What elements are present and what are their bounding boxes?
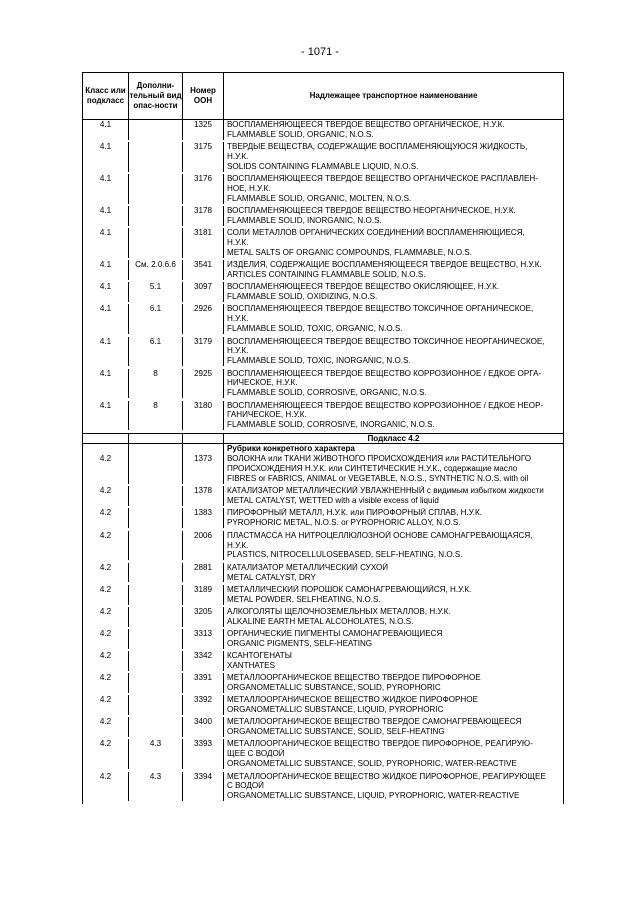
- table-row: [83, 695, 563, 717]
- class-cell: 4.1: [83, 142, 129, 172]
- shipping-name-line: КАТАЛИЗАТОР МЕТАЛЛИЧЕСКИЙ УВЛАЖНЕННЫЙ с видимым избытком жидкости: [227, 486, 544, 496]
- shipping-name-line: ГАНИЧЕСКОЕ, Н.У.К.: [227, 410, 307, 420]
- shipping-name-line: ЩЕЕ С ВОДОЙ: [227, 749, 285, 759]
- class-cell: 4.1: [83, 260, 129, 280]
- subsidiary-hazard-cell: [129, 651, 183, 671]
- shipping-name-line: FLAMMABLE SOLID, CORROSIVE, ORGANIC, N.O.S.: [227, 388, 427, 398]
- shipping-name-line: FLAMMABLE SOLID, ORGANIC, N.O.S.: [227, 129, 374, 139]
- shipping-name-cell: [224, 282, 563, 302]
- table-row: [83, 607, 563, 629]
- shipping-name-line: METAL POWDER, SELFHEATING, N.O.S.: [227, 594, 381, 604]
- class-cell: 4.2: [83, 772, 129, 802]
- class-cell: 4.2: [83, 454, 129, 484]
- table-row: [83, 739, 563, 771]
- shipping-name-line: ARTICLES CONTAINING FLAMMABLE SOLID, N.O.S.: [227, 270, 426, 280]
- shipping-name-cell: [224, 486, 563, 506]
- subsidiary-hazard-cell: [129, 563, 183, 583]
- shipping-name-cell: [224, 401, 563, 431]
- shipping-name-line: ВОСПЛАМЕНЯЮЩЕЕСЯ ТВЕРДОЕ ВЕЩЕСТВО ТОКСИЧНОЕ НЕОРГАНИЧЕСКОЕ,: [227, 336, 545, 346]
- shipping-name-cell: [224, 337, 563, 367]
- class-cell: 4.1: [83, 282, 129, 302]
- un-number-cell: 3400: [183, 717, 224, 737]
- table-row: [83, 454, 563, 486]
- shipping-name-cell: [224, 369, 563, 399]
- shipping-name-line: Н.У.К.: [227, 152, 249, 162]
- header-shipping-name: Надлежащее транспортное наименование: [309, 91, 478, 100]
- shipping-name-line: FLAMMABLE SOLID, TOXIC, INORGANIC, N.O.S.: [227, 356, 411, 366]
- shipping-name-line: МЕТАЛЛООРГАНИЧЕСКОЕ ВЕЩЕСТВО ЖИДКОЕ ПИРОФОРНОЕ, РЕАГИРУЮЩЕЕ: [227, 771, 546, 781]
- shipping-name-line: ORGANOMETALLIC SUBSTANCE, LIQUID, PYROPHORIC: [227, 705, 444, 715]
- table-row: [83, 673, 563, 695]
- table-row: [83, 508, 563, 530]
- shipping-name-line: С ВОДОЙ: [227, 781, 264, 791]
- header-subsidiary-hazard: Дополни-тельный вид опас-ности: [129, 73, 183, 119]
- class-cell: 4.2: [83, 651, 129, 671]
- shipping-name-line: ORGANOMETALLIC SUBSTANCE, LIQUID, PYROPHORIC, WATER-REACTIVE: [227, 791, 520, 801]
- subsidiary-hazard-cell: [129, 142, 183, 172]
- un-number-cell: 3178: [183, 206, 224, 226]
- shipping-name-line: ВОЛОКНА или ТКАНИ ЖИВОТНОГО ПРОИСХОЖДЕНИЯ или РАСТИТЕЛЬНОГО: [227, 454, 532, 464]
- subclass-heading-row: [83, 433, 563, 445]
- shipping-name-line: FIBRES or FABRICS, ANIMAL or VEGETABLE, N.O.S., SYNTHETIC N.O.S. with oil: [227, 474, 529, 484]
- shipping-name-cell: [224, 585, 563, 605]
- table-row: [83, 585, 563, 607]
- shipping-name-line: FLAMMABLE SOLID, INORGANIC, N.O.S.: [227, 216, 382, 226]
- un-number-cell: 2006: [183, 531, 224, 561]
- shipping-name-cell: [224, 142, 563, 172]
- shipping-name-line: ТВЕРДЫЕ ВЕЩЕСТВА, СОДЕРЖАЩИЕ ВОСПЛАМЕНЯЮЩУЮСЯ ЖИДКОСТЬ,: [227, 142, 528, 152]
- subsidiary-hazard-cell: [129, 508, 183, 528]
- shipping-name-line: FLAMMABLE SOLID, ORGANIC, MOLTEN, N.O.S.: [227, 193, 412, 203]
- class-cell: 4.1: [83, 304, 129, 334]
- shipping-name-line: ПИРОФОРНЫЙ МЕТАЛЛ, Н.У.К. или ПИРОФОРНЫЙ СПЛАВ, Н.У.К.: [227, 508, 482, 518]
- shipping-name-line: НОЕ, Н.У.К.: [227, 184, 271, 194]
- table-row: [83, 260, 563, 282]
- shipping-name-line: ВОСПЛАМЕНЯЮЩЕЕСЯ ТВЕРДОЕ ВЕЩЕСТВО НЕОРГАНИЧЕСКОЕ, Н.У.К.: [227, 206, 516, 216]
- class-cell: 4.2: [83, 673, 129, 693]
- class-cell: 4.1: [83, 369, 129, 399]
- shipping-name-line: КСАНТОГЕНАТЫ: [227, 651, 292, 661]
- table-body-subclass-4-1: [83, 120, 563, 433]
- class-cell: 4.2: [83, 695, 129, 715]
- subsidiary-hazard-cell: [129, 607, 183, 627]
- un-number-cell: 3189: [183, 585, 224, 605]
- un-number-cell: 3181: [183, 228, 224, 258]
- shipping-name-cell: [224, 717, 563, 737]
- table-row: [83, 531, 563, 563]
- table-row: [83, 772, 563, 804]
- subsidiary-hazard-cell: [129, 174, 183, 204]
- shipping-name-cell: [224, 772, 563, 802]
- subsidiary-hazard-cell: 6.1: [129, 337, 183, 367]
- table-row: [83, 228, 563, 260]
- un-number-cell: 3342: [183, 651, 224, 671]
- shipping-name-line: Н.У.К.: [227, 346, 249, 356]
- shipping-name-cell: [224, 695, 563, 715]
- shipping-name-line: Н.У.К.: [227, 540, 249, 550]
- un-number-cell: 3394: [183, 772, 224, 802]
- shipping-name-cell: [224, 304, 563, 334]
- subsidiary-hazard-cell: 4.3: [129, 772, 183, 802]
- shipping-name-line: МЕТАЛЛООРГАНИЧЕСКОЕ ВЕЩЕСТВО ТВЕРДОЕ САМОНАГРЕВАЮЩЕЕСЯ: [227, 717, 522, 727]
- shipping-name-cell: [224, 260, 563, 280]
- subsidiary-hazard-cell: 4.3: [129, 739, 183, 769]
- un-number-cell: 2926: [183, 304, 224, 334]
- subsidiary-hazard-cell: [129, 717, 183, 737]
- un-number-cell: 2881: [183, 563, 224, 583]
- subsidiary-hazard-cell: 5.1: [129, 282, 183, 302]
- shipping-name-line: МЕТАЛЛООРГАНИЧЕСКОЕ ВЕЩЕСТВО ЖИДКОЕ ПИРОФОРНОЕ: [227, 695, 478, 705]
- shipping-name-line: ALKALINE EARTH METAL ALCOHOLATES, N.O.S.: [227, 616, 414, 626]
- subsidiary-hazard-cell: [129, 695, 183, 715]
- class-cell: 4.2: [83, 563, 129, 583]
- shipping-name-line: ORGANOMETALLIC SUBSTANCE, SOLID, SELF-HEATING: [227, 727, 445, 737]
- subsidiary-hazard-cell: [129, 228, 183, 258]
- shipping-name-line: СОЛИ МЕТАЛЛОВ ОРГАНИЧЕСКИХ СОЕДИНЕНИЙ ВОСПЛАМЕНЯЮЩИЕСЯ,: [227, 228, 525, 238]
- section-heading: Рубрики конкретного характера: [227, 444, 355, 454]
- page-number: - 1071 -: [301, 46, 339, 58]
- shipping-name-line: ВОСПЛАМЕНЯЮЩЕЕСЯ ТВЕРДОЕ ВЕЩЕСТВО ТОКСИЧНОЕ ОРГАНИЧЕСКОЕ,: [227, 304, 534, 314]
- shipping-name-line: XANTHATES: [227, 660, 275, 670]
- class-cell: 4.2: [83, 739, 129, 769]
- un-number-cell: 2925: [183, 369, 224, 399]
- subsidiary-hazard-cell: [129, 206, 183, 226]
- shipping-name-cell: [224, 607, 563, 627]
- shipping-name-line: Н.У.К.: [227, 238, 249, 248]
- subsidiary-hazard-cell: 8: [129, 369, 183, 399]
- table-body-subclass-4-2: [83, 454, 563, 803]
- shipping-name-cell: [224, 531, 563, 561]
- table-row: [83, 629, 563, 651]
- shipping-name-line: ПРОИСХОЖДЕНИЯ Н.У.К. или СИНТЕТИЧЕСКИЕ Н.У.К., содержащие масло: [227, 464, 518, 474]
- shipping-name-cell: [224, 651, 563, 671]
- shipping-name-line: ОРГАНИЧЕСКИЕ ПИГМЕНТЫ САМОНАГРЕВАЮЩИЕСЯ: [227, 628, 443, 638]
- shipping-name-line: ВОСПЛАМЕНЯЮЩЕЕСЯ ТВЕРДОЕ ВЕЩЕСТВО ОРГАНИЧЕСКОЕ, Н.У.К.: [227, 120, 505, 129]
- shipping-name-line: ВОСПЛАМЕНЯЮЩЕЕСЯ ТВЕРДОЕ ВЕЩЕСТВО ОКИСЛЯЮЩЕЕ, Н.У.К.: [227, 282, 500, 292]
- shipping-name-cell: [224, 508, 563, 528]
- un-number-cell: 3313: [183, 629, 224, 649]
- subsidiary-hazard-cell: [129, 486, 183, 506]
- table-row: [83, 369, 563, 401]
- dangerous-goods-table: [82, 72, 564, 804]
- un-number-cell: 3180: [183, 401, 224, 431]
- shipping-name-cell: [224, 563, 563, 583]
- shipping-name-cell: [224, 673, 563, 693]
- shipping-name-line: FLAMMABLE SOLID, OXIDIZING, N.O.S.: [227, 292, 378, 302]
- subsidiary-hazard-cell: [129, 585, 183, 605]
- shipping-name-line: НИЧЕСКОЕ, Н.У.К.: [227, 378, 298, 388]
- shipping-name-cell: [224, 120, 563, 140]
- un-number-cell: 3541: [183, 260, 224, 280]
- shipping-name-line: SOLIDS CONTAINING FLAMMABLE LIQUID, N.O.S.: [227, 161, 419, 171]
- class-cell: 4.2: [83, 531, 129, 561]
- shipping-name-line: ВОСПЛАМЕНЯЮЩЕЕСЯ ТВЕРДОЕ ВЕЩЕСТВО ОРГАНИЧЕСКОЕ РАСПЛАВЛЕН-: [227, 174, 538, 184]
- un-number-cell: 3205: [183, 607, 224, 627]
- shipping-name-cell: [224, 739, 563, 769]
- subsidiary-hazard-cell: [129, 673, 183, 693]
- table-row: [83, 120, 563, 142]
- table-header: [83, 73, 563, 120]
- shipping-name-line: ORGANOMETALLIC SUBSTANCE, SOLID, PYROPHORIC, WATER-REACTIVE: [227, 759, 517, 769]
- table-row: [83, 282, 563, 304]
- subsidiary-hazard-cell: 6.1: [129, 304, 183, 334]
- class-cell: 4.2: [83, 585, 129, 605]
- un-number-cell: 3179: [183, 337, 224, 367]
- table-row: [83, 142, 563, 174]
- shipping-name-line: ORGANIC PIGMENTS, SELF-HEATING: [227, 638, 373, 648]
- shipping-name-line: ORGANOMETALLIC SUBSTANCE, SOLID, PYROPHORIC: [227, 683, 441, 693]
- un-number-cell: 3097: [183, 282, 224, 302]
- shipping-name-line: METAL CATALYST, WETTED with a visible excess of liquid: [227, 496, 439, 506]
- subclass-heading: Подкласс 4.2: [367, 433, 420, 443]
- class-cell: 4.2: [83, 629, 129, 649]
- shipping-name-line: АЛКОГОЛЯТЫ ЩЕЛОЧНОЗЕМЕЛЬНЫХ МЕТАЛЛОВ, Н.У.К.: [227, 606, 451, 616]
- shipping-name-line: КАТАЛИЗАТОР МЕТАЛЛИЧЕСКИЙ СУХОЙ: [227, 562, 389, 572]
- shipping-name-line: Н.У.К.: [227, 314, 249, 324]
- un-number-cell: 1325: [183, 120, 224, 140]
- shipping-name-line: МЕТАЛЛООРГАНИЧЕСКОЕ ВЕЩЕСТВО ТВЕРДОЕ ПИРОФОРНОЕ, РЕАГИРУЮ-: [227, 739, 533, 749]
- shipping-name-line: МЕТАЛЛИЧЕСКИЙ ПОРОШОК САМОНАГРЕВАЮЩИЙСЯ, Н.У.К.: [227, 584, 472, 594]
- shipping-name-line: FLAMMABLE SOLID, CORROSIVE, INORGANIC, N.O.S.: [227, 420, 435, 430]
- shipping-name-cell: [224, 228, 563, 258]
- table-row: [83, 486, 563, 508]
- header-class: Класс или подкласс: [83, 73, 129, 119]
- subsidiary-hazard-cell: 8: [129, 401, 183, 431]
- class-cell: 4.1: [83, 206, 129, 226]
- un-number-cell: 1373: [183, 454, 224, 484]
- shipping-name-line: FLAMMABLE SOLID, TOXIC, ORGANIC, N.O.S.: [227, 324, 403, 334]
- shipping-name-line: METAL SALTS OF ORGANIC COMPOUNDS, FLAMMABLE, N.O.S.: [227, 248, 472, 258]
- table-row: [83, 304, 563, 336]
- class-cell: 4.1: [83, 337, 129, 367]
- shipping-name-line: PYROPHORIC METAL, N.O.S. or PYROPHORIC ALLOY, N.O.S.: [227, 518, 461, 528]
- class-cell: 4.1: [83, 228, 129, 258]
- shipping-name-line: ВОСПЛАМЕНЯЮЩЕЕСЯ ТВЕРДОЕ ВЕЩЕСТВО КОРРОЗИОННОЕ / ЕДКОЕ НЕОР-: [227, 400, 544, 410]
- header-un-number: Номер ООН: [183, 73, 224, 119]
- class-cell: 4.1: [83, 401, 129, 431]
- table-row: [83, 401, 563, 433]
- shipping-name-line: МЕТАЛЛООРГАНИЧЕСКОЕ ВЕЩЕСТВО ТВЕРДОЕ ПИРОФОРНОЕ: [227, 673, 481, 683]
- shipping-name-line: METAL CATALYST, DRY: [227, 572, 316, 582]
- subsidiary-hazard-cell: [129, 531, 183, 561]
- table-row: [83, 206, 563, 228]
- table-row: [83, 174, 563, 206]
- class-cell: 4.2: [83, 717, 129, 737]
- shipping-name-cell: [224, 629, 563, 649]
- class-cell: 4.2: [83, 508, 129, 528]
- shipping-name-cell: [224, 174, 563, 204]
- table-row: [83, 651, 563, 673]
- shipping-name-cell: [224, 206, 563, 226]
- un-number-cell: 3175: [183, 142, 224, 172]
- shipping-name-line: PLASTICS, NITROCELLULOSEBASED, SELF-HEATING, N.O.S.: [227, 550, 463, 560]
- subsidiary-hazard-cell: [129, 629, 183, 649]
- un-number-cell: 1383: [183, 508, 224, 528]
- subsidiary-hazard-cell: [129, 454, 183, 484]
- un-number-cell: 1378: [183, 486, 224, 506]
- class-cell: 4.1: [83, 120, 129, 140]
- table-row: [83, 563, 563, 585]
- shipping-name-line: ПЛАСТМАССА НА НИТРОЦЕЛЛЮЛОЗНОЙ ОСНОВЕ САМОНАГРЕВАЮЩАЯСЯ,: [227, 530, 533, 540]
- un-number-cell: 3392: [183, 695, 224, 715]
- table-row: [83, 337, 563, 369]
- un-number-cell: 3176: [183, 174, 224, 204]
- shipping-name-line: ИЗДЕЛИЯ, СОДЕРЖАЩИЕ ВОСПЛАМЕНЯЮЩЕЕСЯ ТВЕРДОЕ ВЕЩЕСТВО, Н.У.К.: [227, 260, 542, 270]
- table-row: [83, 717, 563, 739]
- subsidiary-hazard-cell: См. 2.0.6.6: [129, 260, 183, 280]
- un-number-cell: 3391: [183, 673, 224, 693]
- class-cell: 4.2: [83, 486, 129, 506]
- un-number-cell: 3393: [183, 739, 224, 769]
- shipping-name-cell: [224, 454, 563, 484]
- class-cell: 4.1: [83, 174, 129, 204]
- shipping-name-line: ВОСПЛАМЕНЯЮЩЕЕСЯ ТВЕРДОЕ ВЕЩЕСТВО КОРРОЗИОННОЕ / ЕДКОЕ ОРГА-: [227, 368, 542, 378]
- class-cell: 4.2: [83, 607, 129, 627]
- subsidiary-hazard-cell: [129, 120, 183, 140]
- section-heading-row: [83, 444, 563, 454]
